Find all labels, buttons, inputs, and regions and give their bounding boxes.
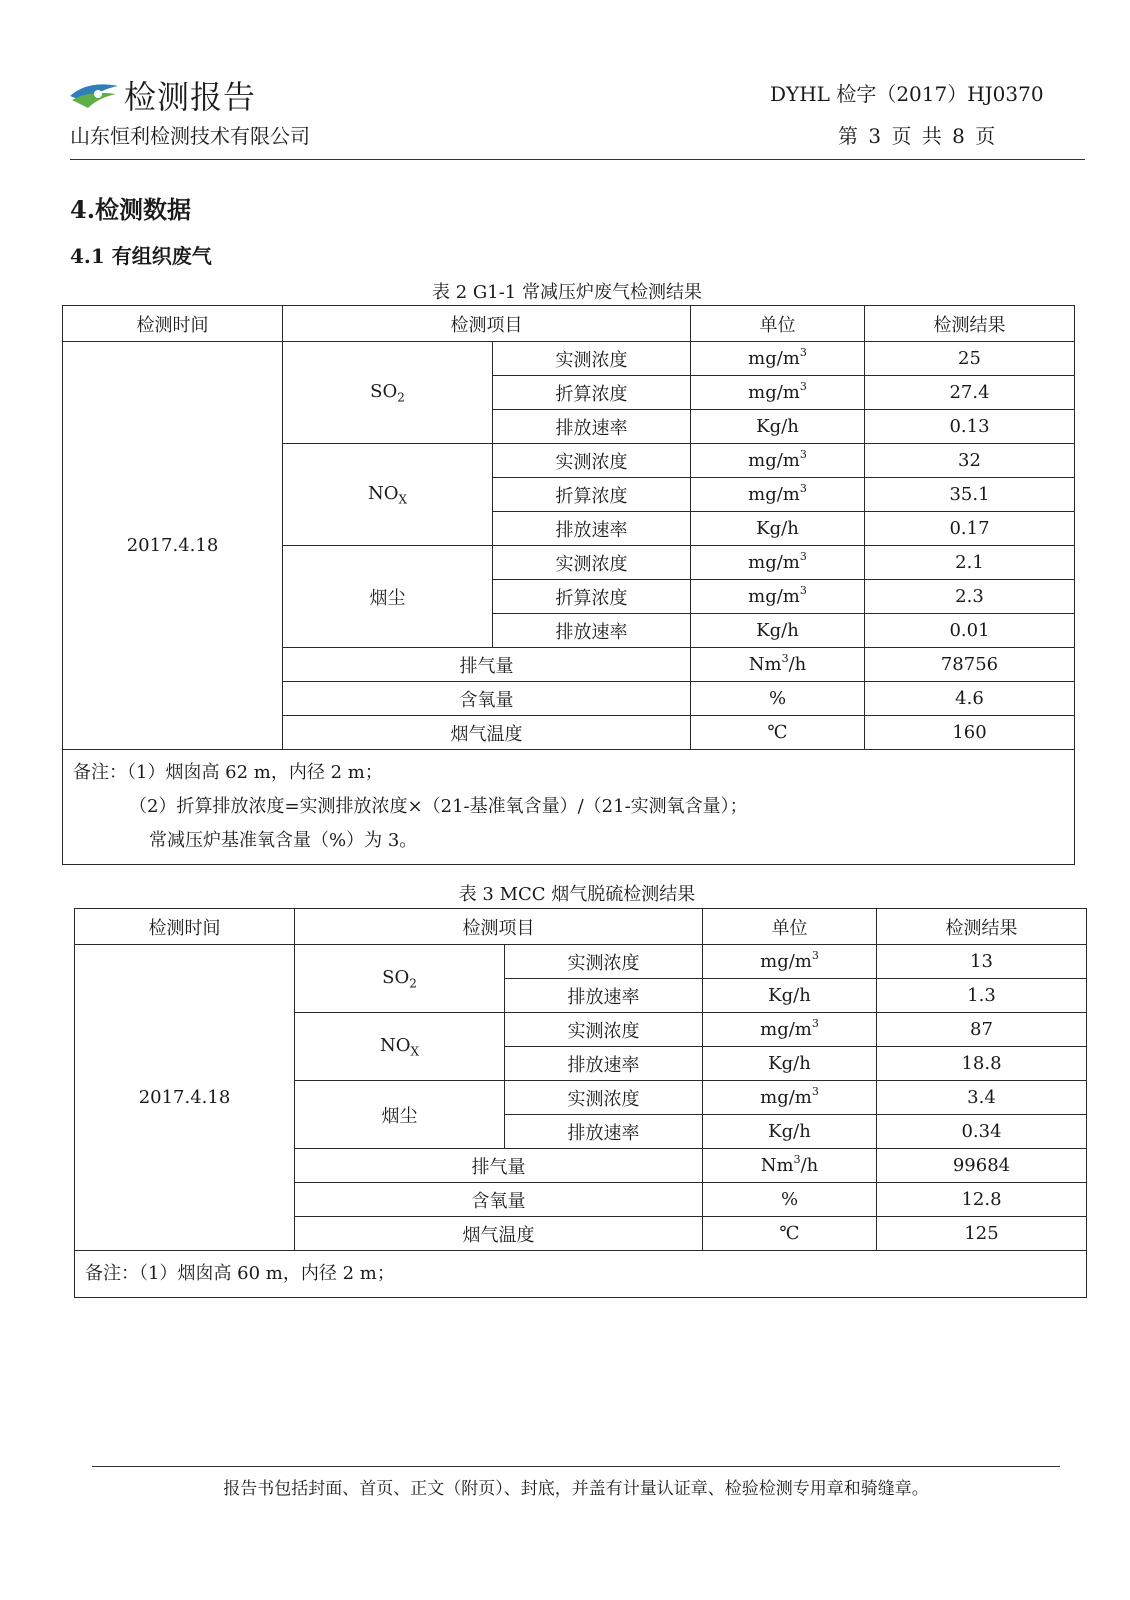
metric-label: 含氧量 <box>283 682 691 716</box>
table-row <box>75 945 1087 979</box>
metric-label: 实测浓度 <box>493 444 691 478</box>
unit-cell: Kg/h <box>703 979 877 1013</box>
header-divider <box>70 159 1085 160</box>
pollutant-so2: $SO_2$ <box>283 342 493 444</box>
metric-label: 实测浓度 <box>493 342 691 376</box>
unit-cell: $mg/m^3$ <box>691 444 865 478</box>
metric-label: 排放速率 <box>493 614 691 648</box>
pollutant-dust: 烟尘 <box>283 546 493 648</box>
header-item: 检测项目 <box>283 306 691 342</box>
result-cell: 35.1 <box>865 478 1075 512</box>
note-line: （2）折算排放浓度=实测排放浓度×（21-基准氧含量）/（21-实测氧含量）； <box>129 796 748 817</box>
unit-cell: $mg/m^3$ <box>691 580 865 614</box>
company-logo <box>68 76 120 110</box>
table-row <box>63 342 1075 376</box>
unit-cell: $mg/m^3$ <box>703 945 877 979</box>
header-unit: 单位 <box>703 909 877 945</box>
metric-label: 折算浓度 <box>493 376 691 410</box>
result-cell: 99684 <box>877 1149 1087 1183</box>
footer-note: 报告书包括封面、首页、正文（附页）、封底，并盖有计量认证章、检验检测专用章和骑缝章。 <box>223 1479 929 1499</box>
result-cell: 27.4 <box>865 376 1075 410</box>
unit-cell: ℃ <box>691 716 865 750</box>
header-result: 检测结果 <box>865 306 1075 342</box>
notes-row <box>63 750 1075 865</box>
table2 <box>62 305 1075 865</box>
result-cell: 12.8 <box>877 1183 1087 1217</box>
pollutant-so2: $SO_2$ <box>295 945 505 1013</box>
result-cell: 0.17 <box>865 512 1075 546</box>
metric-label: 排放速率 <box>493 512 691 546</box>
unit-cell: Nm$^3$/h <box>691 648 865 682</box>
unit-cell: ℃ <box>703 1217 877 1251</box>
result-cell: 125 <box>877 1217 1087 1251</box>
result-cell: 78756 <box>865 648 1075 682</box>
table3 <box>74 908 1087 1298</box>
result-cell: 4.6 <box>865 682 1075 716</box>
metric-label: 排气量 <box>283 648 691 682</box>
result-cell: 18.8 <box>877 1047 1087 1081</box>
metric-label: 排放速率 <box>493 410 691 444</box>
metric-label: 排气量 <box>295 1149 703 1183</box>
notes-row <box>75 1251 1087 1298</box>
header-item: 检测项目 <box>295 909 703 945</box>
unit-cell: Kg/h <box>703 1047 877 1081</box>
unit-cell: Kg/h <box>691 410 865 444</box>
section-title: 4.检测数据 <box>70 195 192 224</box>
unit-cell: $mg/m^3$ <box>691 376 865 410</box>
unit-cell: Kg/h <box>691 614 865 648</box>
pollutant-nox: $NO_X$ <box>295 1013 505 1081</box>
header-result: 检测结果 <box>877 909 1087 945</box>
unit-cell: Kg/h <box>703 1115 877 1149</box>
footer-divider <box>92 1466 1060 1467</box>
table-header-row <box>75 909 1087 945</box>
result-cell: 32 <box>865 444 1075 478</box>
metric-label: 实测浓度 <box>505 1013 703 1047</box>
result-cell: 0.34 <box>877 1115 1087 1149</box>
note-line: 备注：（1）烟囱高 62 m，内径 2 m； <box>73 762 383 783</box>
page-indicator: 第 3 页 共 8 页 <box>838 124 996 148</box>
subsection-title: 4.1 有组织废气 <box>70 244 212 268</box>
metric-label: 排放速率 <box>505 1115 703 1149</box>
result-cell: 160 <box>865 716 1075 750</box>
notes-cell <box>63 750 1075 865</box>
unit-cell: $mg/m^3$ <box>691 478 865 512</box>
unit-cell: % <box>703 1183 877 1217</box>
result-cell: 2.3 <box>865 580 1075 614</box>
metric-label: 烟气温度 <box>283 716 691 750</box>
result-cell: 0.13 <box>865 410 1075 444</box>
result-cell: 0.01 <box>865 614 1075 648</box>
pollutant-nox: $NO_X$ <box>283 444 493 546</box>
metric-label: 烟气温度 <box>295 1217 703 1251</box>
result-cell: 87 <box>877 1013 1087 1047</box>
result-cell: 25 <box>865 342 1075 376</box>
date-cell: 2017.4.18 <box>75 945 295 1251</box>
metric-label: 实测浓度 <box>505 945 703 979</box>
date-cell: 2017.4.18 <box>63 342 283 750</box>
note-line: 常减压炉基准氧含量（%）为 3。 <box>149 830 418 851</box>
metric-label: 排放速率 <box>505 979 703 1013</box>
table3-caption: 表 3 MCC 烟气脱硫检测结果 <box>458 884 696 905</box>
result-cell: 13 <box>877 945 1087 979</box>
unit-cell: % <box>691 682 865 716</box>
unit-cell: $mg/m^3$ <box>703 1081 877 1115</box>
metric-label: 折算浓度 <box>493 478 691 512</box>
unit-cell: $mg/m^3$ <box>691 546 865 580</box>
metric-label: 含氧量 <box>295 1183 703 1217</box>
unit-cell: $mg/m^3$ <box>703 1013 877 1047</box>
header-time: 检测时间 <box>63 306 283 342</box>
unit-cell: Kg/h <box>691 512 865 546</box>
pollutant-dust: 烟尘 <box>295 1081 505 1149</box>
report-number: DYHL 检字（2017）HJ0370 <box>770 82 1044 106</box>
unit-cell: Nm$^3$/h <box>703 1149 877 1183</box>
header-unit: 单位 <box>691 306 865 342</box>
result-cell: 1.3 <box>877 979 1087 1013</box>
unit-cell: $mg/m^3$ <box>691 342 865 376</box>
metric-label: 排放速率 <box>505 1047 703 1081</box>
notes-cell: 备注：（1）烟囱高 60 m，内径 2 m； <box>75 1251 1087 1298</box>
report-title: 检测报告 <box>124 78 257 116</box>
result-cell: 3.4 <box>877 1081 1087 1115</box>
metric-label: 实测浓度 <box>505 1081 703 1115</box>
result-cell: 2.1 <box>865 546 1075 580</box>
header-time: 检测时间 <box>75 909 295 945</box>
metric-label: 实测浓度 <box>493 546 691 580</box>
table2-caption: 表 2 G1-1 常减压炉废气检测结果 <box>432 282 702 303</box>
metric-label: 折算浓度 <box>493 580 691 614</box>
table-header-row <box>63 306 1075 342</box>
company-name: 山东恒利检测技术有限公司 <box>70 124 310 148</box>
